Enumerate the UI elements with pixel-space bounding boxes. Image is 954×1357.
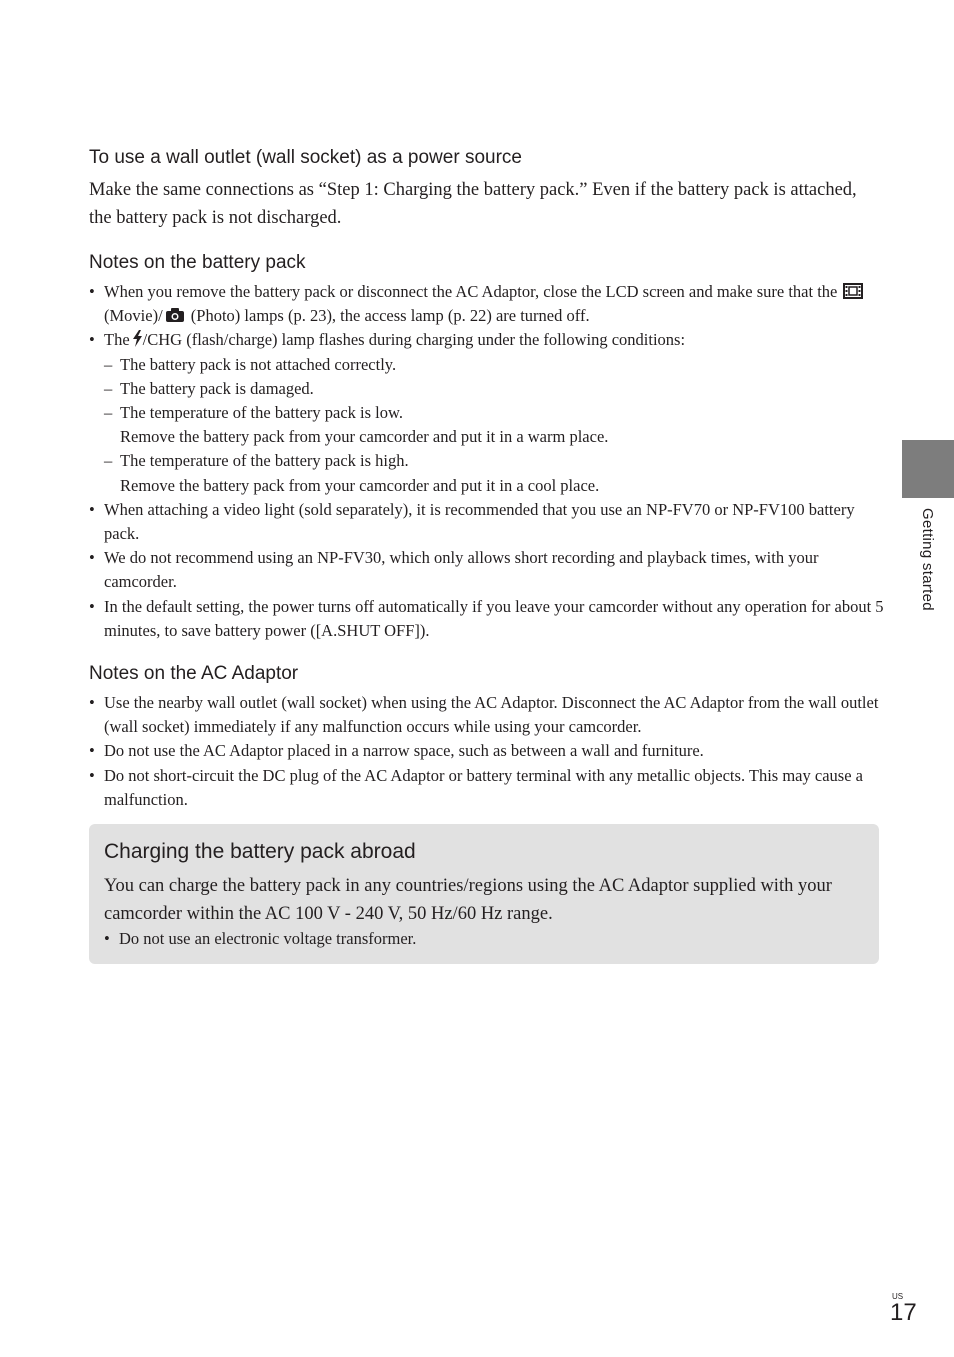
item-text: (Photo) lamps (p. 23), the access lamp (p. 22) are turned off.	[190, 306, 590, 326]
bullet: •	[89, 330, 95, 350]
bullet: •	[89, 282, 95, 301]
page-number-value: 17	[890, 1299, 917, 1326]
item-text: When you remove the battery pack or disconnect the AC Adaptor, close the LCD screen and make sure that the	[104, 282, 838, 301]
bullet: •	[89, 765, 95, 785]
battery-notes-heading: Notes on the battery pack	[89, 252, 306, 273]
dash: –	[104, 354, 113, 374]
wall-outlet-body: Make the same connections as “Step 1: Charging the battery pack.” Even if the battery pack is attached, the battery pack is not discharged.	[89, 180, 857, 228]
sub-item-text: The battery pack is not attached correctly.	[120, 354, 397, 374]
chapter-label: Getting started	[919, 508, 936, 611]
item-text: In the default setting, the power turns off automatically if you leave your camcorder without any operation for about 5 minutes, to save battery power ([A.SHUT OFF]).	[104, 596, 884, 640]
dash: –	[104, 378, 113, 398]
sub-list-item	[89, 377, 884, 401]
list-item	[89, 764, 884, 812]
ac-notes-heading: Notes on the AC Adaptor	[89, 663, 299, 684]
flash-icon	[133, 330, 143, 347]
abroad-heading: Charging the battery pack abroad	[104, 840, 416, 863]
list-item	[89, 595, 884, 643]
ac-notes-list	[89, 691, 884, 812]
list-item	[89, 691, 884, 739]
abroad-note-text: Do not use an electronic voltage transformer.	[119, 929, 417, 948]
item-text: The	[104, 330, 130, 350]
list-item	[89, 498, 884, 546]
list-item	[89, 328, 884, 352]
sub-list-item	[89, 401, 884, 449]
item-text: (Movie)/	[104, 306, 163, 326]
item-text: /CHG (flash/charge) lamp flashes during charging under the following conditions:	[142, 330, 686, 350]
sub-item-text: The temperature of the battery pack is high.	[120, 451, 409, 471]
abroad-note	[104, 928, 416, 950]
bullet: •	[89, 499, 95, 519]
list-item	[89, 739, 884, 763]
item-text: We do not recommend using an NP-FV30, which only allows short recording and playback times, with your camcorder.	[104, 548, 819, 592]
chapter-tab	[902, 440, 954, 498]
page-region: US	[892, 1292, 904, 1301]
sub-item-continuation: Remove the battery pack from your camcorder and put it in a warm place.	[120, 427, 609, 447]
wall-outlet-heading: To use a wall outlet (wall socket) as a power source	[89, 147, 522, 168]
bullet: •	[89, 548, 95, 568]
abroad-info-box	[89, 824, 879, 964]
item-text: Use the nearby wall outlet (wall socket) when using the AC Adaptor. Disconnect the AC Adaptor from the wall outlet (wall socket) immediately if any malfunction occurs while using your camcorder.	[104, 693, 879, 737]
item-text: Do not short-circuit the DC plug of the AC Adaptor or battery terminal with any metallic objects. This may cause a malfunction.	[104, 765, 863, 809]
battery-notes-list	[89, 280, 884, 643]
sub-list-item	[89, 449, 884, 497]
dash: –	[104, 403, 113, 423]
bullet: •	[89, 596, 95, 616]
item-text: When attaching a video light (sold separately), it is recommended that you use an NP-FV70 or NP-FV100 battery pack.	[104, 499, 855, 544]
sub-item-text: The battery pack is damaged.	[120, 378, 314, 398]
list-item	[89, 546, 884, 594]
abroad-body: You can charge the battery pack in any countries/regions using the AC Adaptor supplied with your camcorder within the AC 100 V - 240 V, 50 Hz/60 Hz range.	[104, 876, 832, 924]
item-text: Do not use the AC Adaptor placed in a narrow space, such as between a wall and furniture.	[104, 741, 704, 761]
list-item	[89, 280, 884, 328]
bullet: •	[104, 929, 110, 948]
sub-list-item	[89, 353, 884, 377]
sub-item-text: The temperature of the battery pack is low.	[120, 403, 403, 423]
bullet: •	[89, 693, 95, 712]
sub-item-continuation: Remove the battery pack from your camcorder and put it in a cool place.	[120, 475, 600, 495]
bullet: •	[89, 741, 95, 761]
dash: –	[104, 451, 113, 471]
photo-camera-icon	[165, 307, 185, 323]
movie-icon	[843, 283, 863, 299]
